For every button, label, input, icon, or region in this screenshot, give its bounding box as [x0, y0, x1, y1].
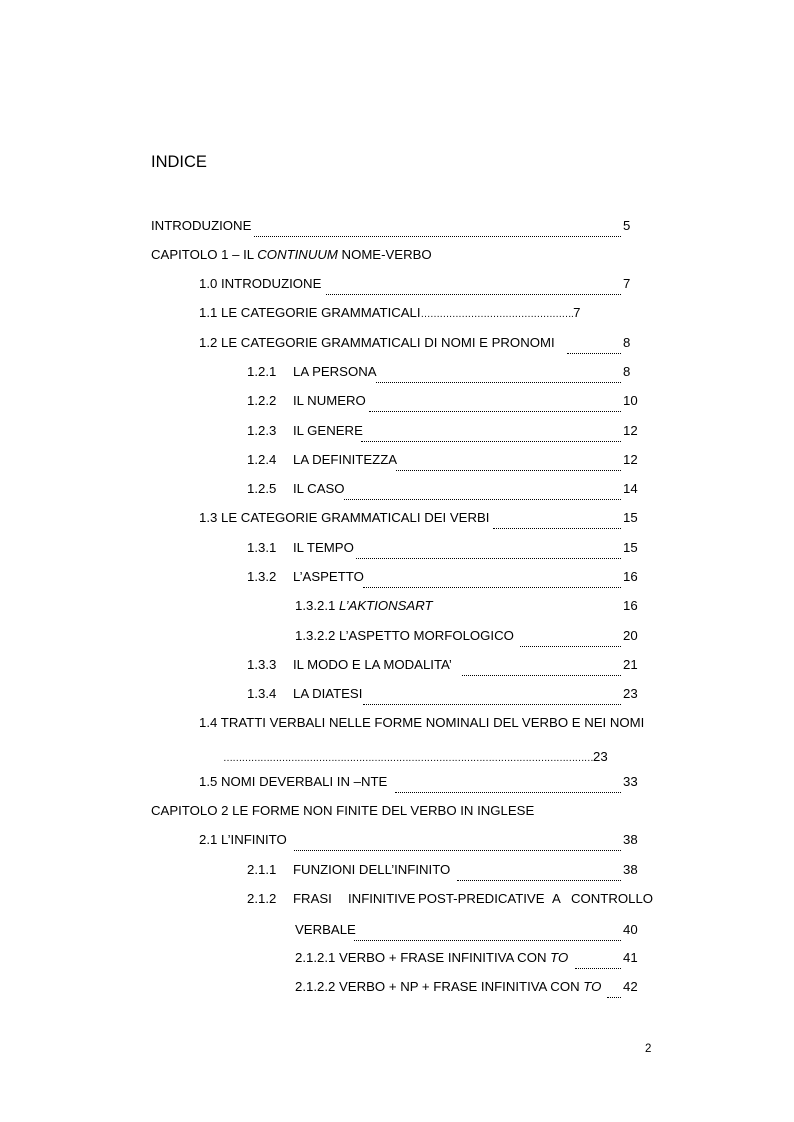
toc-entry-page: 5 — [623, 218, 631, 233]
toc-entry[interactable] — [247, 684, 641, 704]
toc-entry-label: L’ASPETTO — [293, 569, 364, 584]
dot-leader — [363, 684, 621, 705]
dot-leader: ………………………………………………………………………………………………………… — [223, 753, 593, 764]
toc-entry-number: 2.1.2 — [247, 891, 277, 906]
dot-leader — [254, 216, 621, 237]
toc-entry-label: 1.3.2.1 — [295, 598, 339, 613]
toc-entry-label: IL TEMPO — [293, 540, 354, 555]
toc-entry-continuation[interactable] — [223, 747, 641, 767]
toc-entry[interactable] — [247, 655, 641, 675]
dot-leader — [607, 977, 621, 998]
toc-entry[interactable] — [199, 830, 641, 850]
toc-entry-page: 15 — [623, 540, 638, 555]
toc-entry-label-word: INFINITIVE — [348, 891, 416, 906]
toc-chapter-heading[interactable] — [151, 245, 641, 265]
toc-entry-label-italic: TO — [550, 950, 569, 965]
toc-entry[interactable] — [199, 303, 641, 323]
toc-entry[interactable] — [199, 333, 641, 353]
toc-entry-page: 12 — [623, 452, 638, 467]
toc-entry-page: 20 — [623, 628, 638, 643]
toc-entry-page: 41 — [623, 950, 638, 965]
dot-leader — [326, 274, 621, 295]
toc-entry-label: 1.3 LE CATEGORIE GRAMMATICALI DEI VERBI — [199, 510, 490, 525]
toc-entry-label-italic: CONTINUUM — [257, 247, 338, 262]
toc-entry-page: 8 — [623, 364, 631, 379]
toc-entry-page: 15 — [623, 510, 638, 525]
toc-entry-page: 12 — [623, 423, 638, 438]
dot-leader — [294, 830, 621, 851]
toc-entry-label: 1.5 NOMI DEVERBALI IN –NTE — [199, 774, 388, 789]
dot-leader — [462, 655, 621, 676]
dot-leader — [363, 567, 621, 588]
dot-leader — [520, 626, 621, 647]
page-title: INDICE — [151, 153, 207, 171]
dot-leader — [395, 772, 621, 793]
toc-entry-label-word: CONTROLLO — [571, 891, 654, 906]
toc-entry-page: 8 — [623, 335, 631, 350]
toc-entry[interactable] — [247, 421, 641, 441]
toc-entry[interactable] — [199, 274, 641, 294]
toc-entry[interactable] — [199, 713, 659, 733]
toc-entry-number: 2.1.1 — [247, 862, 277, 877]
toc-entry-number: 1.3.1 — [247, 540, 277, 555]
toc-entry-page: 38 — [623, 862, 638, 877]
dot-leader — [575, 948, 621, 969]
toc-entry-number: 1.3.2 — [247, 569, 277, 584]
toc-entry-number: 1.2.4 — [247, 452, 277, 467]
toc-entry-label: 1.4 TRATTI VERBALI NELLE FORME NOMINALI DEL VERBO E NEI NOMI — [199, 715, 645, 730]
toc-entry-label-italic: TO — [583, 979, 602, 994]
toc-entry-label: 1.3.2.2 L’ASPETTO MORFOLOGICO — [295, 628, 514, 643]
dot-leader — [376, 362, 621, 383]
toc-entry-page: 7 — [623, 276, 631, 291]
toc-entry-page: 16 — [623, 569, 638, 584]
toc-entry[interactable] — [295, 626, 641, 646]
dot-leader — [361, 421, 621, 442]
toc-entry-number: 1.2.3 — [247, 423, 277, 438]
toc-entry-page: 10 — [623, 393, 638, 408]
toc-entry-label-word: POST-PREDICATIVE — [418, 891, 545, 906]
dot-leader — [457, 860, 621, 881]
toc-entry-number: 1.3.4 — [247, 686, 277, 701]
page-number: 2 — [645, 1043, 652, 1055]
toc-entry-label: NOME-VERBO — [337, 247, 432, 262]
toc-entry-label: LA DEFINITEZZA — [293, 452, 398, 467]
toc-entry-label: 2.1.2.1 VERBO + FRASE INFINITIVA CON — [295, 950, 551, 965]
toc-entry-label: IL MODO E LA MODALITA’ — [293, 657, 452, 672]
toc-entry-label: IL GENERE — [293, 423, 363, 438]
toc-entry-continuation[interactable] — [295, 920, 641, 940]
toc-entry-page: 16 — [623, 598, 638, 613]
toc-entry[interactable] — [247, 362, 641, 382]
toc-entry[interactable] — [199, 508, 641, 528]
toc-entry[interactable] — [247, 860, 641, 880]
toc-entry-label: IL CASO — [293, 481, 345, 496]
dot-leader — [567, 333, 621, 354]
toc-entry-label: 2.1 L’INFINITO — [199, 832, 287, 847]
toc-entry-label: 1.1 LE CATEGORIE GRAMMATICALI — [199, 305, 421, 320]
toc-entry[interactable] — [247, 567, 641, 587]
toc-entry-page: 23 — [623, 686, 638, 701]
toc-chapter-heading[interactable] — [151, 801, 641, 821]
toc-entry-label: FUNZIONI DELL’INFINITO — [293, 862, 451, 877]
toc-entry[interactable] — [247, 391, 641, 411]
toc-entry-label-word: FRASI — [293, 891, 332, 906]
toc-entry[interactable] — [295, 948, 641, 968]
toc-entry[interactable] — [295, 977, 641, 997]
toc-entry[interactable] — [247, 538, 641, 558]
toc-entry-page: 14 — [623, 481, 638, 496]
toc-entry-label: 1.2 LE CATEGORIE GRAMMATICALI DI NOMI E PRONOMI — [199, 335, 555, 350]
toc-entry-number: 1.2.1 — [247, 364, 277, 379]
toc-entry-label-italic: L’AKTIONSART — [339, 598, 433, 613]
toc-entry-label: INTRODUZIONE — [151, 218, 252, 233]
toc-entry-number: 1.2.5 — [247, 481, 277, 496]
dot-leader — [356, 538, 621, 559]
toc-entry[interactable] — [247, 450, 641, 470]
toc-entry-label-word: A — [552, 891, 561, 906]
dot-leader: …………………………………………. — [420, 309, 574, 320]
toc-entry-number: 1.2.2 — [247, 393, 277, 408]
toc-entry[interactable] — [151, 216, 641, 236]
toc-entry-label: LA DIATESI — [293, 686, 363, 701]
toc-entry-label: CAPITOLO 1 – IL — [151, 247, 258, 262]
toc-entry[interactable] — [247, 889, 653, 909]
toc-entry-page: 21 — [623, 657, 638, 672]
toc-entry-page: 38 — [623, 832, 638, 847]
toc-entry-label: LA PERSONA — [293, 364, 377, 379]
toc-entry-page: 42 — [623, 979, 638, 994]
toc-entry[interactable] — [295, 596, 641, 616]
toc-entry-number: 1.3.3 — [247, 657, 277, 672]
toc-entry-label: VERBALE — [295, 922, 356, 937]
toc-entry-page: 23 — [593, 749, 608, 764]
dot-leader — [493, 508, 621, 529]
toc-entry[interactable] — [247, 479, 641, 499]
toc-entry-label: 1.0 INTRODUZIONE — [199, 276, 322, 291]
toc-entry-page: 33 — [623, 774, 638, 789]
dot-leader — [369, 391, 621, 412]
dot-leader — [354, 920, 621, 941]
toc-entry-page: 40 — [623, 922, 638, 937]
toc-entry-label: 2.1.2.2 VERBO + NP + FRASE INFINITIVA CON — [295, 979, 584, 994]
dot-leader — [396, 450, 621, 471]
toc-entry[interactable] — [199, 772, 641, 792]
toc-entry-page: 7 — [573, 305, 581, 320]
dot-leader — [344, 479, 621, 500]
toc-entry-label: IL NUMERO — [293, 393, 366, 408]
toc-entry-label: CAPITOLO 2 LE FORME NON FINITE DEL VERBO IN INGLESE — [151, 803, 535, 818]
